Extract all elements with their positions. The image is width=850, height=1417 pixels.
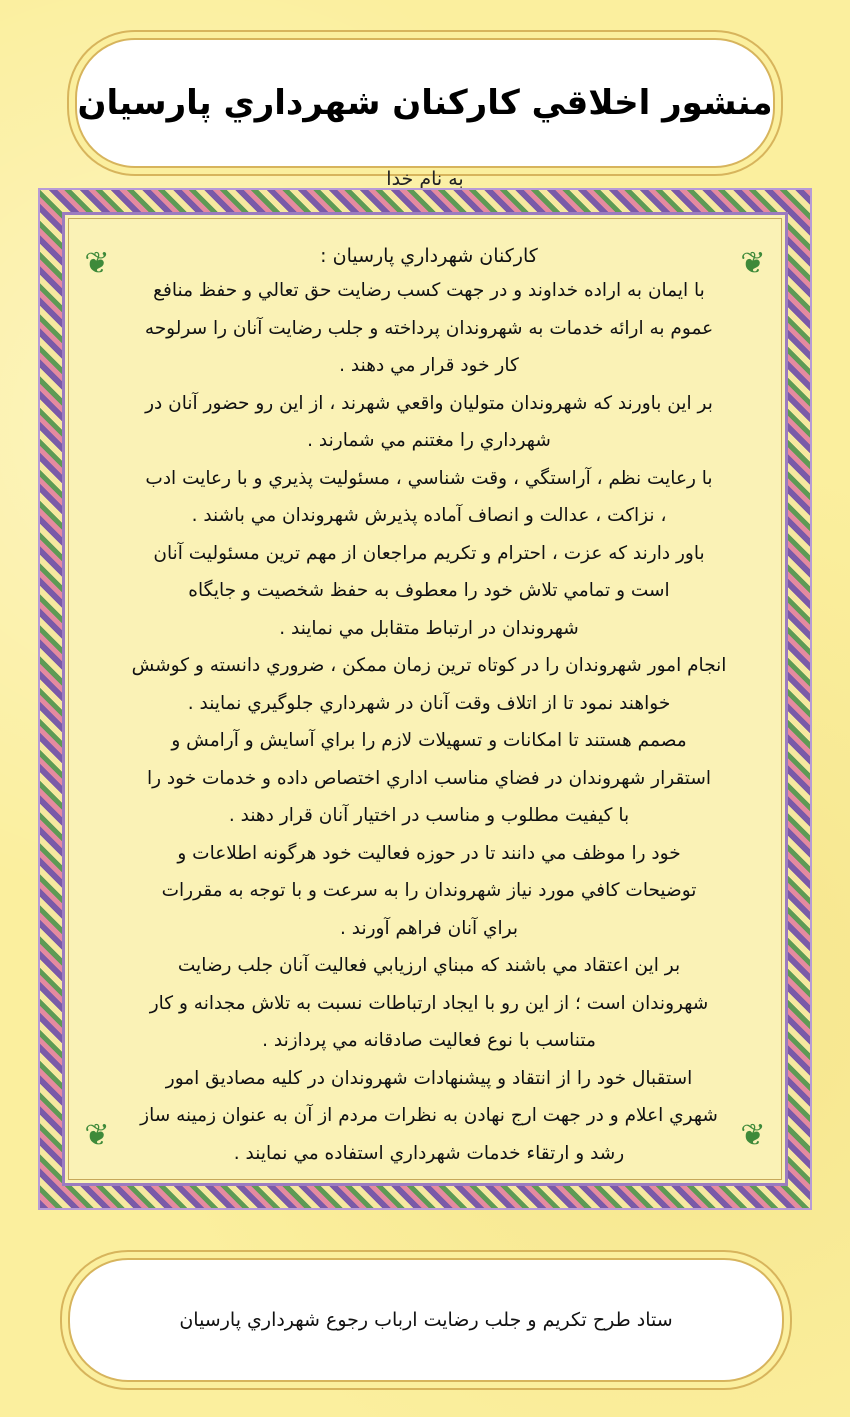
floral-ornament-icon: ❦ (84, 1117, 110, 1153)
floral-ornament-icon: ❦ (740, 245, 766, 281)
charter-line: استقبال خود را از انتقاد و پيشنهادات شهروندان در كليه مصاديق امور (165, 1067, 693, 1089)
charter-line: انجام امور شهروندان را در كوتاه ترين زمان ممكن ، ضروري دانسته و كوشش (131, 655, 727, 676)
charter-line: خود را موظف مي دانند تا در حوزه فعاليت خود هرگونه اطلاعات و (177, 842, 681, 864)
charter-line: باور دارند كه عزت ، احترام و تكريم مراجعان از مهم ترين مسئوليت آنان (153, 542, 705, 564)
charter-line: كار خود قرار مي دهند . (339, 355, 519, 376)
footer-text: ستاد طرح تكريم و جلب رضايت ارباب رجوع شهرداري پارسيان (179, 1309, 673, 1331)
charter-line: خواهند نمود تا از اتلاف وقت آنان در شهرداري جلوگيري نمايند . (187, 692, 671, 714)
charter-line: با رعايت نظم ، آراستگي ، وقت شناسي ، مسئوليت پذيري و با رعايت ادب (145, 467, 713, 489)
charter-line: شهري اعلام و در جهت ارج نهادن به نظرات مردم از آن به عنوان زمينه ساز (140, 1105, 718, 1126)
page-title: منشور اخلاقي كاركنان شهرداري پارسيان (77, 83, 773, 123)
charter-line: با ايمان به اراده خداوند و در جهت كسب رضايت حق تعالي و حفظ منافع (153, 280, 705, 301)
charter-line: مصمم هستند تا امكانات و تسهيلات لازم را براي آسايش و آرامش و (171, 730, 687, 751)
charter-line: بر اين باورند كه شهروندان متوليان واقعي شهرند ، از اين رو حضور آنان در (145, 392, 713, 414)
charter-line: است و تمامي تلاش خود را معطوف به حفظ شخصيت و جايگاه (188, 580, 670, 601)
bismillah: به نام خدا (386, 168, 464, 190)
charter-line: ، نزاكت ، عدالت و انصاف آماده پذيرش شهروندان مي باشند . (191, 505, 667, 526)
title-cartouche (75, 38, 775, 168)
charter-heading: كاركنان شهرداري پارسيان : (320, 245, 538, 267)
charter-line: با كيفيت مطلوب و مناسب در اختيار آنان قرار دهند . (228, 805, 630, 826)
charter-line: استقرار شهروندان در فضاي مناسب اداري اختصاص داده و خدمات خود را (146, 767, 712, 789)
charter-line: عموم به ارائه خدمات به شهروندان پرداخته و جلب رضايت آنان را سرلوحه (144, 317, 714, 339)
charter-line: بر اين اعتقاد مي باشند كه مبناي ارزيابي فعاليت آنان جلب رضايت (177, 955, 681, 976)
floral-ornament-icon: ❦ (740, 1117, 766, 1153)
charter-line: شهرداري را مغتنم مي شمارند . (307, 430, 551, 451)
floral-ornament-icon: ❦ (84, 245, 110, 281)
charter-body (84, 240, 774, 1172)
charter-line: شهروندان در ارتباط متقابل مي نمايند . (279, 617, 579, 639)
footer-cartouche (68, 1258, 784, 1382)
charter-line: رشد و ارتقاء خدمات شهرداري استفاده مي نمايند . (233, 1142, 625, 1164)
charter-line: توضيحات كافي مورد نياز شهروندان را به سرعت و با توجه به مقررات (161, 880, 697, 901)
charter-line: متناسب با نوع فعاليت صادقانه مي پردازند . (262, 1030, 596, 1051)
charter-line: براي آنان فراهم آورند . (339, 917, 519, 939)
charter-line: شهروندان است ؛ از اين رو با ايجاد ارتباطات نسبت به تلاش مجدانه و كار (149, 992, 709, 1014)
